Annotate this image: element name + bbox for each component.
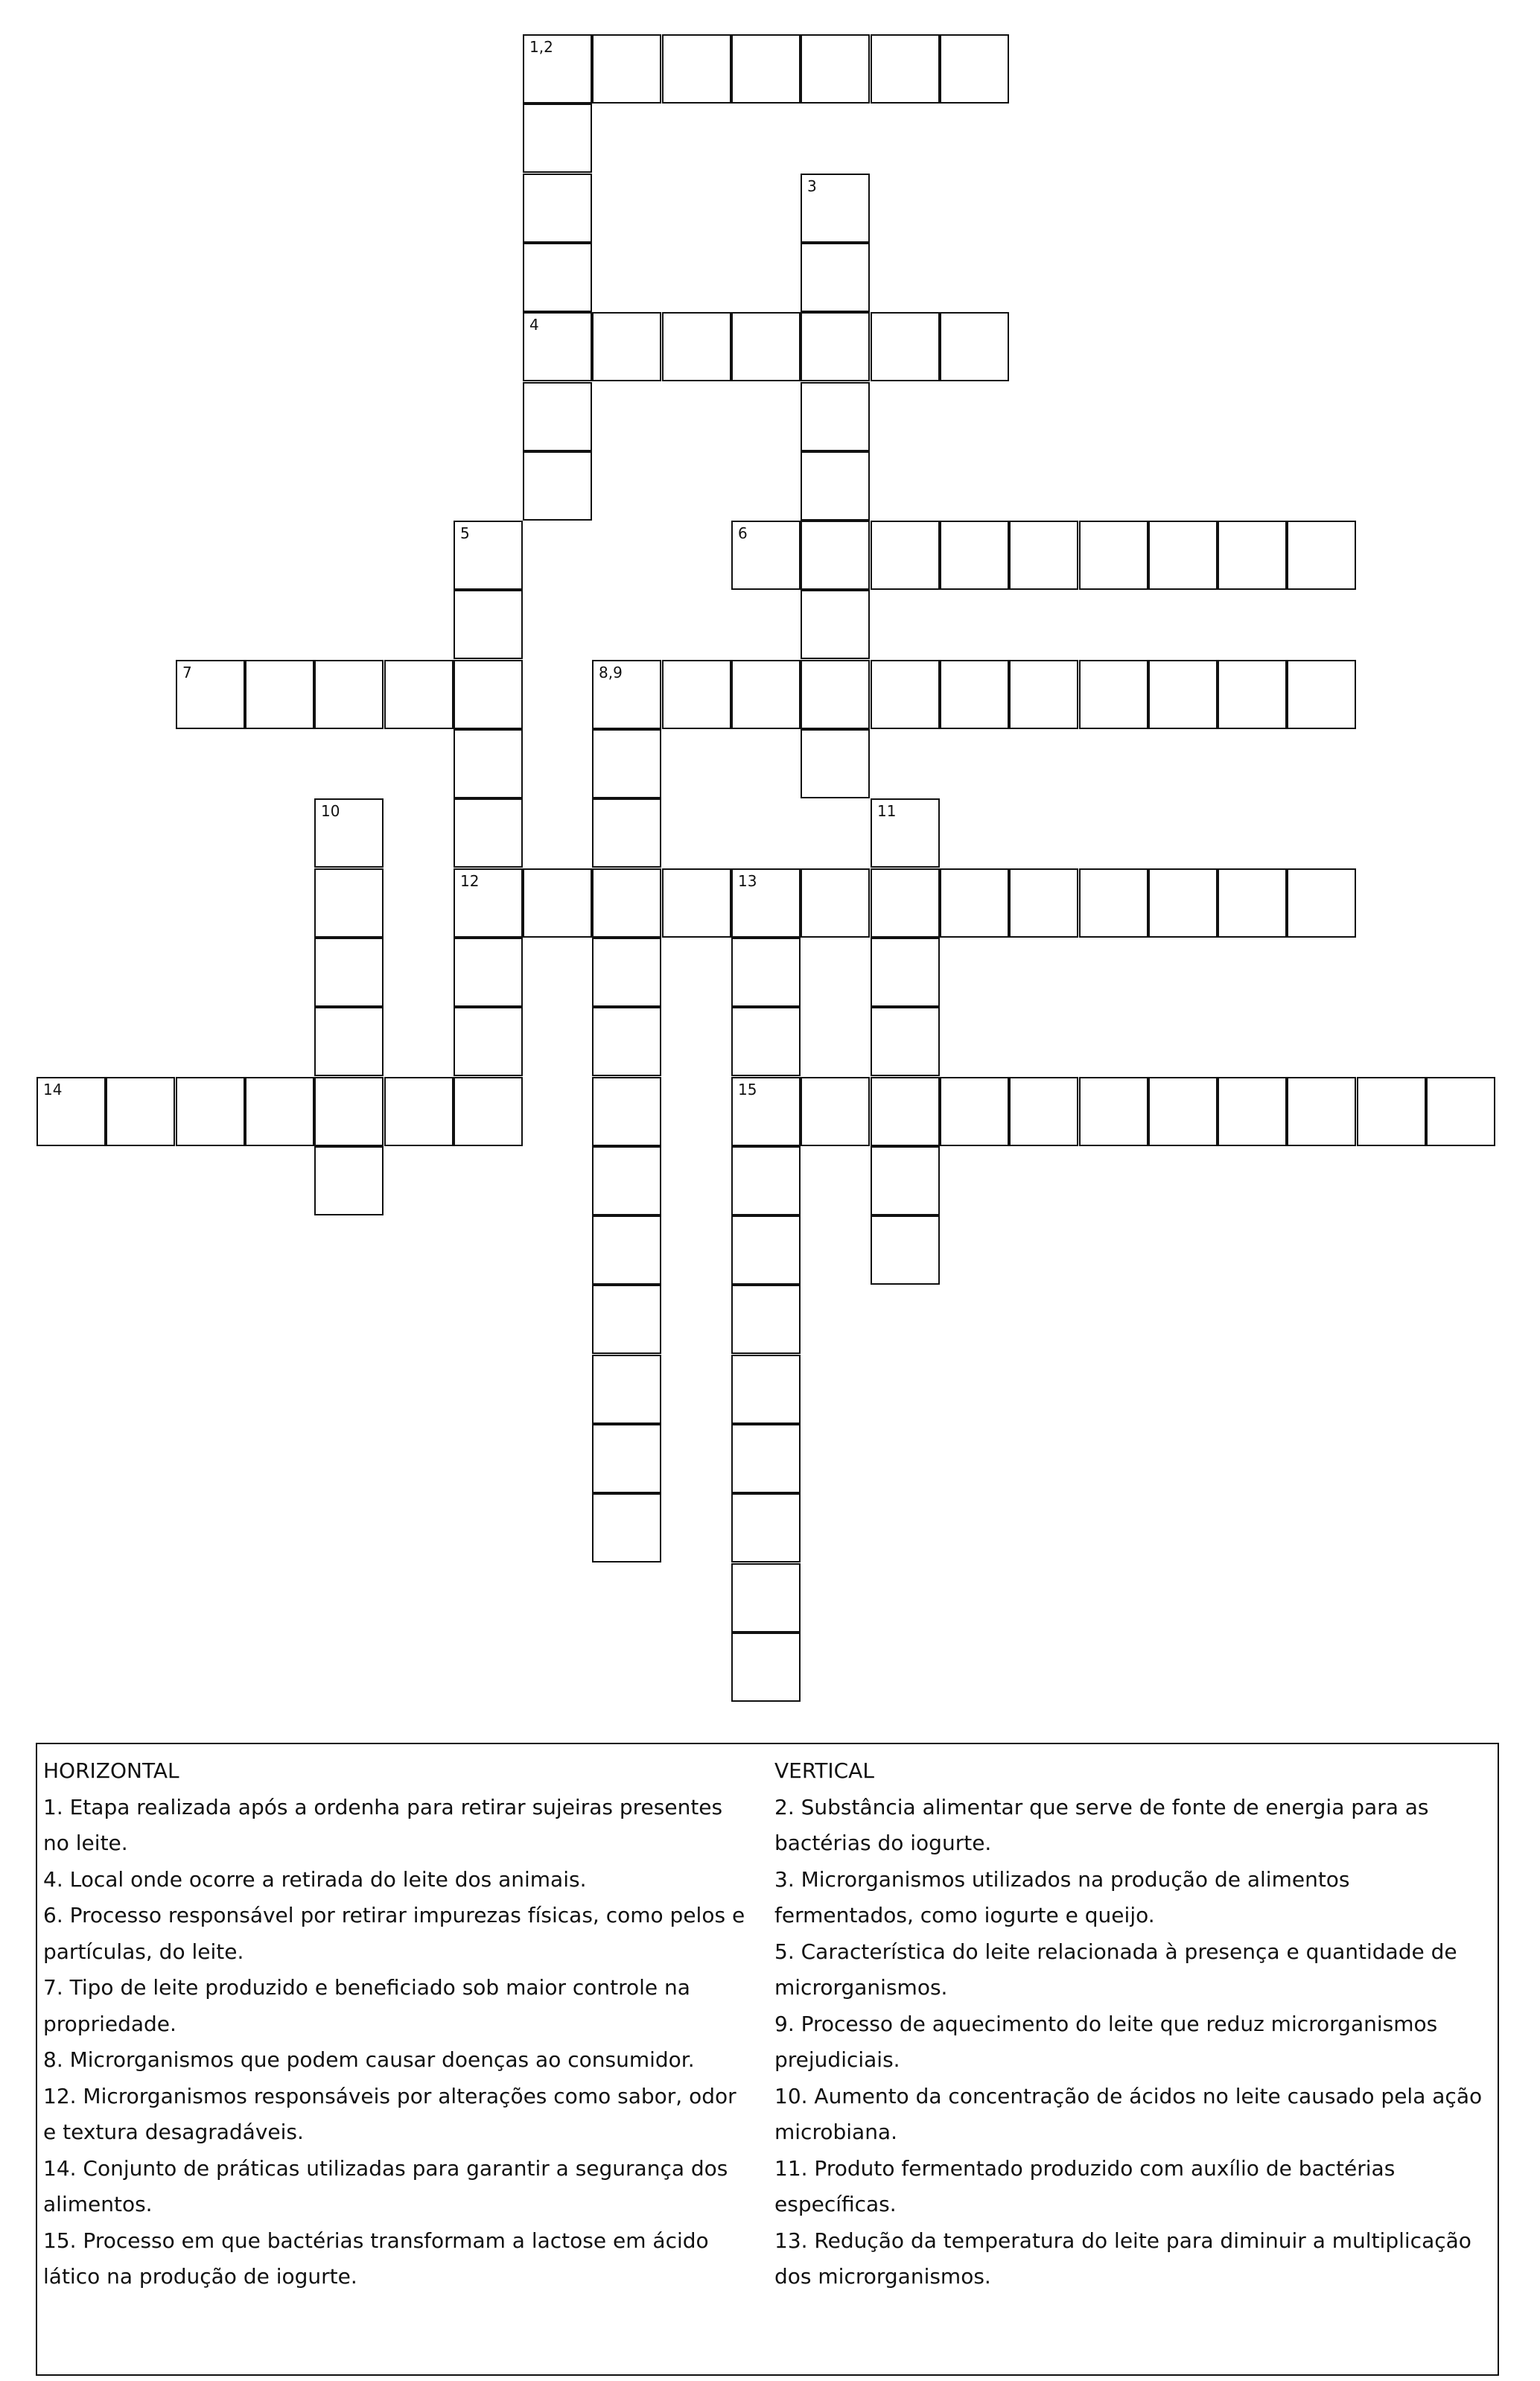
grid-cell[interactable] [662,868,731,938]
grid-cell[interactable] [731,660,801,729]
clue-h15: 15. Processo em que bactérias transformam a lactose em ácido lático na produção de iogurte. [43,2228,709,2289]
grid-cell[interactable] [454,938,523,1007]
grid-cell[interactable] [1079,1077,1148,1146]
grid-cell[interactable] [1218,1077,1287,1146]
grid-cell[interactable] [592,938,661,1007]
grid-cell[interactable] [940,868,1009,938]
grid-cell[interactable] [592,660,661,729]
grid-cell[interactable] [454,1007,523,1076]
grid-cell[interactable] [1148,868,1218,938]
grid-cell[interactable] [940,312,1009,381]
grid-cell[interactable] [454,1077,523,1146]
grid-cell[interactable] [1148,1077,1218,1146]
grid-cell[interactable] [454,798,523,868]
grid-cell[interactable] [523,312,592,381]
grid-cell[interactable] [314,1077,384,1146]
grid-cell[interactable] [592,1355,661,1424]
grid-cell[interactable] [523,104,592,173]
grid-cell[interactable] [1148,521,1218,590]
grid-cell[interactable] [940,521,1009,590]
grid-cell[interactable] [384,660,454,729]
grid-cell[interactable] [592,1424,661,1493]
grid-cell[interactable] [454,660,523,729]
grid-cell[interactable] [314,938,384,1007]
grid-cell[interactable] [801,660,870,729]
grid-cell[interactable] [1079,660,1148,729]
grid-cell[interactable] [801,451,870,521]
grid-cell[interactable] [523,451,592,521]
clue-v2: 2. Substância alimentar que serve de fonte de energia para as bactérias do iogurte. [774,1794,1429,1855]
clue-number: 12 [460,872,480,890]
grid-cell[interactable] [801,34,870,104]
clue-v13: 13. Redução da temperatura do leite para diminuir a multiplicação dos microrganismos. [774,2228,1471,2289]
grid-cell[interactable] [454,590,523,659]
grid-cell[interactable] [314,868,384,938]
horizontal-clues [43,1753,754,2295]
grid-cell[interactable] [1287,868,1356,938]
grid-cell[interactable] [592,729,661,798]
grid-cell[interactable] [801,729,870,798]
grid-cell[interactable] [592,312,661,381]
grid-cell[interactable] [801,312,870,381]
grid-cell[interactable] [731,34,801,104]
grid-cell[interactable] [1079,868,1148,938]
grid-cell[interactable] [176,660,245,729]
clue-number: 3 [807,177,817,195]
grid-cell[interactable] [523,243,592,312]
grid-cell[interactable] [731,1633,801,1702]
grid-cell[interactable] [940,1077,1009,1146]
grid-cell[interactable] [731,1215,801,1285]
clue-number: 11 [877,802,897,820]
clue-number: 15 [738,1081,757,1099]
grid-cell[interactable] [801,382,870,451]
clue-h8: 8. Microrganismos que podem causar doenças ao consumidor. [43,2047,695,2072]
grid-cell[interactable] [801,521,870,590]
grid-cell[interactable] [731,1146,801,1215]
vertical-heading: VERTICAL [774,1758,874,1783]
grid-cell[interactable] [314,1146,384,1215]
grid-cell[interactable] [523,382,592,451]
grid-cell[interactable] [176,1077,245,1146]
clue-v11: 11. Produto fermentado produzido com auxílio de bactérias específicas. [774,2155,1396,2216]
grid-cell[interactable] [1148,660,1218,729]
grid-cell[interactable] [1287,1077,1356,1146]
grid-cell[interactable] [1218,521,1287,590]
grid-cell[interactable] [871,660,940,729]
grid-cell[interactable] [1079,521,1148,590]
grid-cell[interactable] [871,521,940,590]
grid-cell[interactable] [1287,660,1356,729]
grid-cell[interactable] [592,34,661,104]
grid-cell[interactable] [731,1493,801,1563]
grid-cell[interactable] [731,1563,801,1633]
grid-cell[interactable] [592,1146,661,1215]
clue-h6: 6. Processo responsável por retirar impurezas físicas, como pelos e partículas, do leite. [43,1903,745,1964]
grid-cell[interactable] [940,34,1009,104]
grid-cell[interactable] [314,1007,384,1076]
clue-h7: 7. Tipo de leite produzido e beneficiado sob maior controle na propriedade. [43,1975,690,2036]
grid-cell[interactable] [245,660,314,729]
vertical-clues [774,1753,1486,2295]
clue-number: 8,9 [599,664,623,681]
grid-cell[interactable] [1218,660,1287,729]
clue-number: 4 [529,316,539,334]
grid-cell[interactable] [36,1077,106,1146]
grid-cell[interactable] [662,312,731,381]
grid-cell[interactable] [871,1007,940,1076]
grid-cell[interactable] [1287,521,1356,590]
clue-number: 13 [738,872,757,890]
clue-h1: 1. Etapa realizada após a ordenha para retirar sujeiras presentes no leite. [43,1794,723,1855]
grid-cell[interactable] [731,312,801,381]
grid-cell[interactable] [801,174,870,243]
grid-cell[interactable] [1218,868,1287,938]
grid-cell[interactable] [106,1077,175,1146]
clue-v3: 3. Microrganismos utilizados na produção de alimentos fermentados, como iogurte e queijo. [774,1866,1350,1927]
grid-cell[interactable] [592,798,661,868]
grid-cell[interactable] [454,729,523,798]
clue-v9: 9. Processo de aquecimento do leite que reduz microrganismos prejudiciais. [774,2011,1438,2072]
grid-cell[interactable] [871,938,940,1007]
clue-number: 6 [738,524,748,542]
clue-number: 5 [460,524,470,542]
grid-cell[interactable] [731,1424,801,1493]
grid-cell[interactable] [523,34,592,104]
grid-cell[interactable] [731,1007,801,1076]
grid-cell[interactable] [592,1007,661,1076]
grid-cell[interactable] [592,1493,661,1563]
clue-h4: 4. Local onde ocorre a retirada do leite dos animais. [43,1866,587,1892]
grid-cell[interactable] [731,938,801,1007]
grid-cell[interactable] [871,312,940,381]
grid-cell[interactable] [662,34,731,104]
grid-cell[interactable] [801,243,870,312]
grid-cell[interactable] [454,521,523,590]
grid-cell[interactable] [871,1146,940,1215]
grid-cell[interactable] [523,174,592,243]
grid-cell[interactable] [731,1285,801,1354]
grid-cell[interactable] [314,798,384,868]
grid-cell[interactable] [871,1215,940,1285]
grid-cell[interactable] [1009,868,1078,938]
grid-cell[interactable] [731,521,801,590]
grid-cell[interactable] [314,660,384,729]
grid-cell[interactable] [801,590,870,659]
grid-cell[interactable] [801,1077,870,1146]
grid-cell[interactable] [592,1077,661,1146]
grid-cell[interactable] [245,1077,314,1146]
grid-cell[interactable] [454,868,523,938]
grid-cell[interactable] [1357,1077,1426,1146]
clue-v10: 10. Aumento da concentração de ácidos no leite causado pela ação microbiana. [774,2083,1483,2144]
grid-cell[interactable] [871,1077,940,1146]
clue-number: 7 [182,664,192,681]
clue-h14: 14. Conjunto de práticas utilizadas para garantir a segurança dos alimentos. [43,2155,728,2216]
grid-cell[interactable] [801,868,870,938]
grid-cell[interactable] [1426,1077,1495,1146]
grid-cell[interactable] [592,868,661,938]
grid-cell[interactable] [384,1077,454,1146]
clue-number: 1,2 [529,38,553,56]
clue-v5: 5. Característica do leite relacionada à presença e quantidade de microrganismos. [774,1939,1457,2000]
clue-number: 14 [43,1081,63,1099]
clue-h12: 12. Microrganismos responsáveis por alterações como sabor, odor e textura desagradáveis. [43,2083,736,2144]
grid-cell[interactable] [1009,1077,1078,1146]
clues-box [36,1743,1499,2376]
grid-cell[interactable] [940,660,1009,729]
grid-cell[interactable] [662,660,731,729]
horizontal-heading: HORIZONTAL [43,1758,179,1783]
clue-number: 10 [321,802,340,820]
grid-cell[interactable] [523,868,592,938]
grid-cell[interactable] [592,1215,661,1285]
grid-cell[interactable] [1009,660,1078,729]
grid-cell[interactable] [1009,521,1078,590]
grid-cell[interactable] [871,798,940,868]
grid-cell[interactable] [731,868,801,938]
grid-cell[interactable] [871,868,940,938]
grid-cell[interactable] [731,1355,801,1424]
grid-cell[interactable] [731,1077,801,1146]
grid-cell[interactable] [592,1285,661,1354]
grid-cell[interactable] [871,34,940,104]
